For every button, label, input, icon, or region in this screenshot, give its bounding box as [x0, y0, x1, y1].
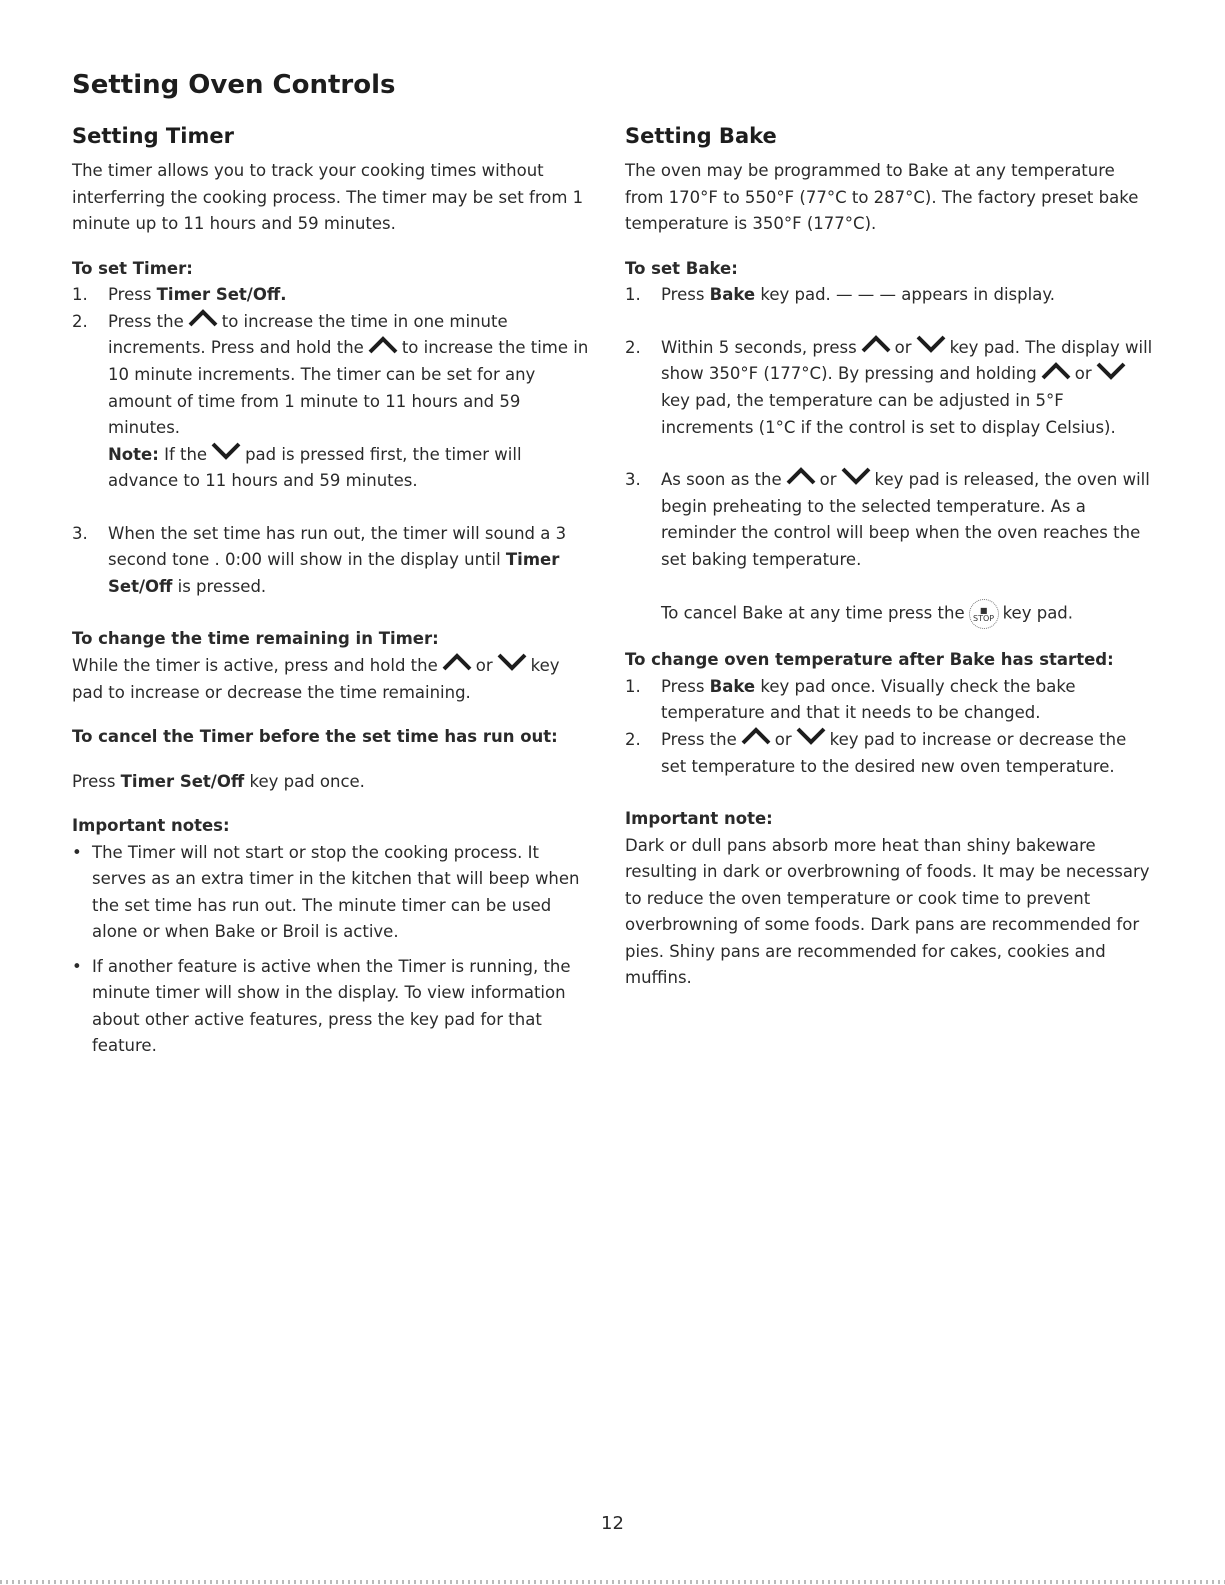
down-arrow-icon — [497, 653, 527, 680]
important-notes-list — [72, 840, 592, 1060]
down-arrow-icon — [1096, 362, 1126, 389]
bake-heading: Setting Bake — [625, 124, 777, 148]
down-arrow-icon — [916, 335, 946, 362]
timer-section — [72, 124, 592, 1060]
timer-step-1: 1. Press Timer Set/Off. — [72, 285, 287, 304]
up-arrow-icon — [741, 727, 771, 754]
scan-edge-divider — [0, 1580, 1225, 1584]
bake-step-3: 3. As soon as the or key pad is released, the oven will begin preheating to the selected temperature. As a reminder the control will beep when the oven reaches the set baking temperature. — [625, 467, 1155, 573]
change-bake-step-1: 1. Press Bake key pad once. Visually check the bake temperature and that it needs to be changed. — [625, 676, 1076, 723]
to-set-timer-heading: To set Timer: — [72, 258, 193, 278]
down-arrow-icon — [796, 727, 826, 754]
change-timer-text: While the timer is active, press and hold the or key pad to increase or decrease the time remaining. — [72, 653, 592, 706]
bake-steps — [625, 282, 1155, 573]
important-note-text: Dark or dull pans absorb more heat than shiny bakeware resulting in dark or overbrowning of foods. It may be necessary to reduce the oven temperature or cook time to prevent overbrowning of some foods. Dark pans are recommended for pies. Shiny pans are recommended for cakes, cookies and muffins. — [625, 835, 1150, 987]
important-note-heading: Important note: — [625, 809, 773, 828]
cancel-bake-text: To cancel Bake at any time press the ■ STOP key pad. — [625, 599, 1155, 629]
up-arrow-icon — [442, 653, 472, 680]
change-bake-step-2: 2. Press the or key pad to increase or decrease the set temperature to the desired new oven temperature. — [625, 727, 1155, 780]
cancel-timer-text: Press Timer Set/Off key pad once. — [72, 771, 365, 791]
page-title: Setting Oven Controls — [72, 70, 396, 100]
list-item: • The Timer will not start or stop the cooking process. It serves as an extra timer in the kitchen that will beep when the set time has run out. The minute timer can be used alone or when Bake or Broil is active. — [72, 842, 580, 941]
timer-heading: Setting Timer — [72, 124, 234, 148]
page-number: 12 — [601, 1513, 624, 1534]
timer-step-3: 3. When the set time has run out, the timer will sound a 3 second tone . 0:00 will show in the display until Timer Set/Off is pressed. — [72, 523, 567, 596]
change-bake-heading: To change oven temperature after Bake has started: — [625, 650, 1114, 670]
timer-step-2: 2. Press the to increase the time in one minute increments. Press and hold the to increase the time in 10 minute increments. The timer can be set for any amount of time from 1 minute to 11 hours and 59 minutes. Note: If the pad is pressed first, the timer will advance to 11 hours and 59 minutes. — [72, 309, 592, 495]
change-timer-heading: To change the time remaining in Timer: — [72, 629, 439, 649]
cancel-timer-heading: To cancel the Timer before the set time has run out: — [72, 727, 558, 746]
up-arrow-icon — [786, 467, 816, 494]
up-arrow-icon — [188, 309, 218, 336]
bake-section — [625, 124, 1155, 992]
to-set-bake-heading: To set Bake: — [625, 258, 738, 278]
bake-step-2: 2. Within 5 seconds, press or key pad. The display will show 350°F (177°C). By pressing and holding orkey pad, the temperature can be adjusted in 5°F increments (1°C if the control is set to display Celsius). — [625, 335, 1155, 442]
up-arrow-icon — [368, 336, 398, 363]
change-bake-steps — [625, 674, 1155, 780]
important-notes-heading: Important notes: — [72, 816, 230, 835]
down-arrow-icon — [841, 467, 871, 494]
up-arrow-icon — [1041, 362, 1071, 389]
up-arrow-icon — [861, 335, 891, 362]
timer-intro: The timer allows you to track your cooking times without interferring the cooking process. The timer may be set from 1 minute up to 11 hours and 59 minutes. — [72, 161, 584, 233]
down-arrow-icon — [211, 442, 241, 469]
bake-intro: The oven may be programmed to Bake at any temperature from 170°F to 550°F (77°C to 287°C). The factory preset bake temperature is 350°F (177°C). — [625, 161, 1139, 233]
timer-steps — [72, 282, 592, 600]
stop-key-icon: ■ STOP — [969, 599, 999, 629]
list-item: • If another feature is active when the Timer is running, the minute timer will show in the display. To view information about other active features, press the key pad for that feature. — [72, 956, 571, 1055]
bake-step-1: 1. Press Bake key pad. — — — appears in display. — [625, 285, 1055, 304]
